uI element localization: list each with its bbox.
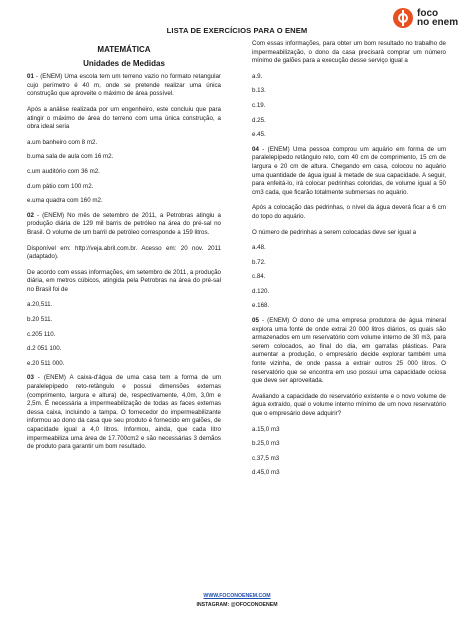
answer-option: b.20 511. <box>27 316 53 324</box>
question-text <box>27 374 221 451</box>
question-text <box>252 146 446 198</box>
answer-option: d.120. <box>252 287 270 295</box>
paragraph: Com essas informações, para obter um bom resultado no trabalho de impermeabilização, o dono da casa precisará comprar um número mínimo de galões para a execução desse serviço igual a <box>252 40 446 65</box>
subject-heading: MATEMÁTICA <box>97 45 151 54</box>
answer-option: d.45,0 m3 <box>252 469 280 477</box>
question-body: - (ENEM) O dono de uma empresa produtora de água mineral explora uma fonte de onde extrai 20 000 litros diários, os quais são armazenados em um reservatório com volume interno de 30 m3, para serem colocados, ao final do dia, em garrafas plásticas. Para aumentar a produção, o empresário decide explorar também uma fonte vizinha, de onde passa a extrair outros 25 000 litros. O reservatório que se encontra em uso possui uma capacidade ociosa que deve ser aproveitada. <box>252 317 446 385</box>
question-body: - (ENEM) No mês de setembro de 2011, a Petrobras atingiu a produção diária de 129 mil barris de petróleo na área do pré-sal no Brasil. O volume de um barril de petróleo corresponde a 159 litros. <box>27 211 221 236</box>
logo <box>393 8 458 28</box>
answer-option: b.25,0 m3 <box>252 440 280 448</box>
answer-option: a.48. <box>252 244 266 252</box>
answer-option: a.um banheiro com 8 m2. <box>27 138 98 146</box>
paragraph: Após a análise realizada por um engenheiro, este concluiu que para atingir o máximo de área do terreno com uma única construção, a obra ideal seria <box>27 105 221 131</box>
answer-option: c.um auditório com 36 m2. <box>27 167 100 175</box>
answer-option: d.2 051 100. <box>27 345 62 353</box>
question-text <box>27 212 221 238</box>
answer-option: c.205 110. <box>27 330 56 338</box>
question-text <box>27 73 221 99</box>
question-number: 02 <box>27 211 34 219</box>
answer-option: a.9. <box>252 72 263 80</box>
question-number: 04 <box>252 145 259 153</box>
topic-heading: Unidades de Medidas <box>83 58 165 68</box>
answer-option: b.13. <box>252 87 266 95</box>
answer-option: c.19. <box>252 101 266 109</box>
answer-option: d.25. <box>252 116 266 124</box>
answer-option: b.72. <box>252 258 266 266</box>
question-number: 03 <box>27 374 34 382</box>
answer-option: a.15,0 m3 <box>252 425 280 433</box>
answer-option: e.uma quadra com 160 m2. <box>27 197 103 205</box>
left-column <box>27 40 221 459</box>
answer-option: c.84. <box>252 273 266 281</box>
paragraph: Disponível em: http://veja.abril.com.br. Acesso em: 20 nov. 2011 (adaptado). <box>27 244 221 261</box>
website-link[interactable]: WWW.FOCONOENEM.COM <box>203 593 271 599</box>
answer-option: e.168. <box>252 302 270 310</box>
question-text <box>252 317 446 386</box>
logo-line-1: foco <box>417 8 439 19</box>
answer-option: d.um pátio com 100 m2. <box>27 182 94 190</box>
question-number: 05 <box>252 317 259 325</box>
question-body: - (ENEM) Uma pessoa comprou um aquário em forma de um paralelepípedo retângulo reto, com 40 cm de comprimento, 15 cm de largura e 20 cm de altura. Chegando em casa, colocou no aquário uma quantidade de água igual à metade de sua capacidade. A seguir, para enfeitá-lo, irá colocar pedrinhas coloridas, de volume igual a 50 cm3 cada, que ficarão totalmente submersas no aquário. <box>252 145 446 196</box>
question-body: - (ENEM) A caixa-d'água de uma casa tem a forma de um paralelepípedo reto-retângulo e possui dimensões externas (comprimento, largura e altura) de, respectivamente, 4,0m, 3,0m e 2,5m. É necessária a impermeabilização de todas as faces externas dessa caixa, incluindo a tampa. O fornecedor do impermeabilizante informou ao dono da casa que seu produto é fornecido em galões, de capacidade igual a 4,0 litros. Informou, ainda, que cada litro impermeabiliza uma área de 17.700cm2 e são necessárias 3 demãos de produto para garantir um bom resultado. <box>27 374 221 451</box>
paragraph: O número de pedrinhas a serem colocadas deve ser igual a <box>252 228 417 236</box>
answer-option: a.20,511. <box>27 301 53 309</box>
answer-option: b.uma sala de aula com 16 m2. <box>27 153 114 161</box>
logo-line-2: no enem <box>417 17 459 28</box>
page-title: LISTA DE EXERCÍCIOS PARA O ENEM <box>166 26 308 35</box>
question-body: - (ENEM) Uma escola tem um terreno vazio no formato retangular cujo perímetro é 40 m, onde se pretende realizar uma única construção que aproveite o máximo de área possível. <box>27 73 221 98</box>
question-number: 01 <box>27 73 34 81</box>
paragraph: Avaliando a capacidade do reservatório existente e o novo volume de água extraído, qual o volume interno mínimo de um novo reservatório que o empresário deve adquirir? <box>252 392 446 417</box>
answer-option: c.37,5 m3 <box>252 454 280 462</box>
globe-icon <box>393 8 413 28</box>
instagram-handle: INSTAGRAM: @OFOCONOENEM <box>196 602 278 608</box>
answer-option: e.45. <box>252 131 266 139</box>
logo-text <box>417 9 458 27</box>
paragraph: Após a colocação das pedrinhas, o nível da água deverá ficar a 6 cm do topo do aquário. <box>252 204 446 220</box>
paragraph: De acordo com essas informações, em setembro de 2011, a produção diária, em metros cúbicos, atingida pela Petrobras na área do pré-sal no Brasil foi de <box>27 268 221 293</box>
right-column <box>252 40 446 484</box>
answer-option: e.20 511 000. <box>27 359 65 367</box>
